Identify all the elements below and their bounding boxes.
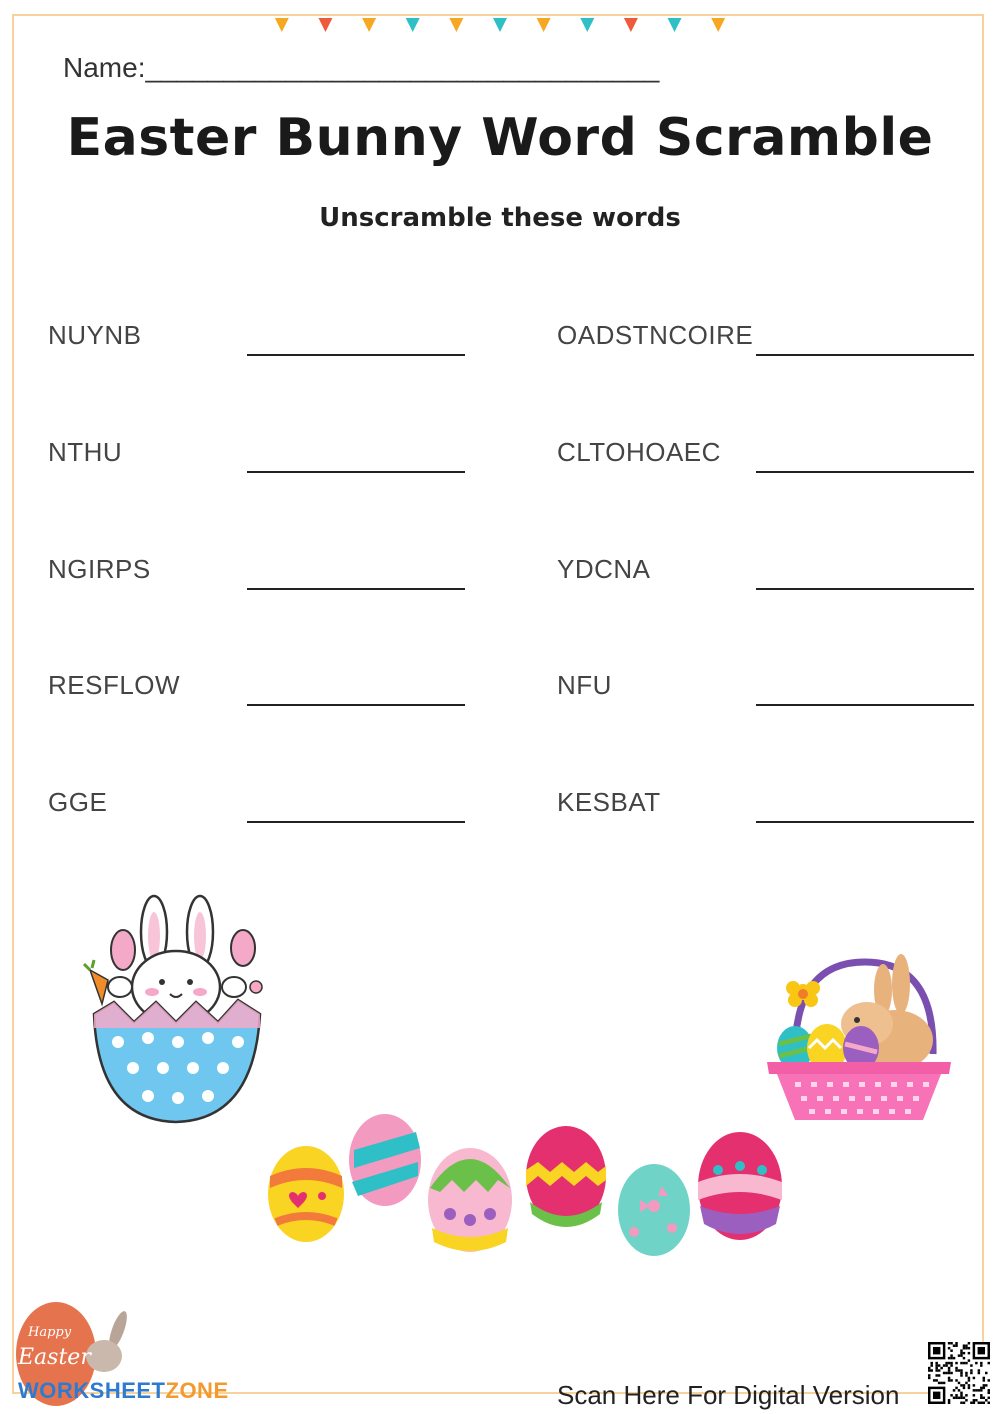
- bunting-flag: [318, 18, 332, 32]
- scramble-row-right-4: [557, 670, 977, 710]
- answer-line[interactable]: [247, 354, 465, 356]
- scrambled-word: NTHU: [48, 437, 123, 467]
- scramble-row-left-1: [48, 320, 468, 360]
- scramble-row-right-2: [557, 437, 977, 477]
- answer-line[interactable]: [247, 471, 465, 473]
- bunting-flag: [711, 18, 725, 32]
- scrambled-word: KESBAT: [557, 787, 661, 817]
- name-field[interactable]: Name:_________________________________: [63, 52, 660, 83]
- scramble-row-left-2: [48, 437, 468, 477]
- brand-logo: [18, 1378, 229, 1404]
- qr-code-icon[interactable]: [928, 1342, 990, 1404]
- scrambled-word: OADSTNCOIRE: [557, 320, 754, 350]
- scramble-row-left-5: [48, 787, 468, 827]
- scramble-row-left-4: [48, 670, 468, 710]
- scramble-row-right-3: [557, 554, 977, 594]
- answer-line[interactable]: [756, 704, 974, 706]
- answer-line[interactable]: [756, 821, 974, 823]
- bunting-flag: [449, 18, 463, 32]
- bunting-flag: [275, 18, 289, 32]
- scrambled-word: NUYNB: [48, 320, 142, 350]
- bunting-flag: [537, 18, 551, 32]
- answer-line[interactable]: [247, 588, 465, 590]
- answer-line[interactable]: [756, 471, 974, 473]
- brand-part-1: WORKSHEET: [18, 1378, 166, 1403]
- scrambled-word: RESFLOW: [48, 670, 181, 700]
- page-title: Easter Bunny Word Scramble: [66, 108, 934, 168]
- bunny-basket-icon: [765, 944, 953, 1122]
- bunting-flag: [580, 18, 594, 32]
- bunting-decoration-icon: [260, 14, 740, 44]
- bunting-flag: [362, 18, 376, 32]
- brand-part-2: ZONE: [165, 1378, 229, 1403]
- answer-line[interactable]: [247, 704, 465, 706]
- bunting-flag: [493, 18, 507, 32]
- answer-line[interactable]: [756, 354, 974, 356]
- page-subtitle: Unscramble these words: [319, 203, 681, 233]
- bunting-flag: [668, 18, 682, 32]
- scan-label: Scan Here For Digital Version: [557, 1380, 900, 1410]
- svg-text:Easter: Easter: [18, 1345, 91, 1370]
- scrambled-word: NGIRPS: [48, 554, 151, 584]
- bunting-flag: [624, 18, 638, 32]
- svg-text:Happy: Happy: [28, 1325, 72, 1340]
- answer-line[interactable]: [247, 821, 465, 823]
- scramble-row-left-3: [48, 554, 468, 594]
- scrambled-word: NFU: [557, 670, 612, 700]
- scramble-row-right-1: [557, 320, 977, 360]
- bunting-flag: [406, 18, 420, 32]
- scrambled-word: GGE: [48, 787, 108, 817]
- answer-line[interactable]: [756, 588, 974, 590]
- bunny-in-eggshell-icon: [78, 892, 268, 1124]
- scrambled-word: CLTOHOAEC: [557, 437, 721, 467]
- easter-eggs-icon: [262, 1110, 787, 1260]
- scramble-row-right-5: [557, 787, 977, 827]
- scrambled-word: YDCNA: [557, 554, 651, 584]
